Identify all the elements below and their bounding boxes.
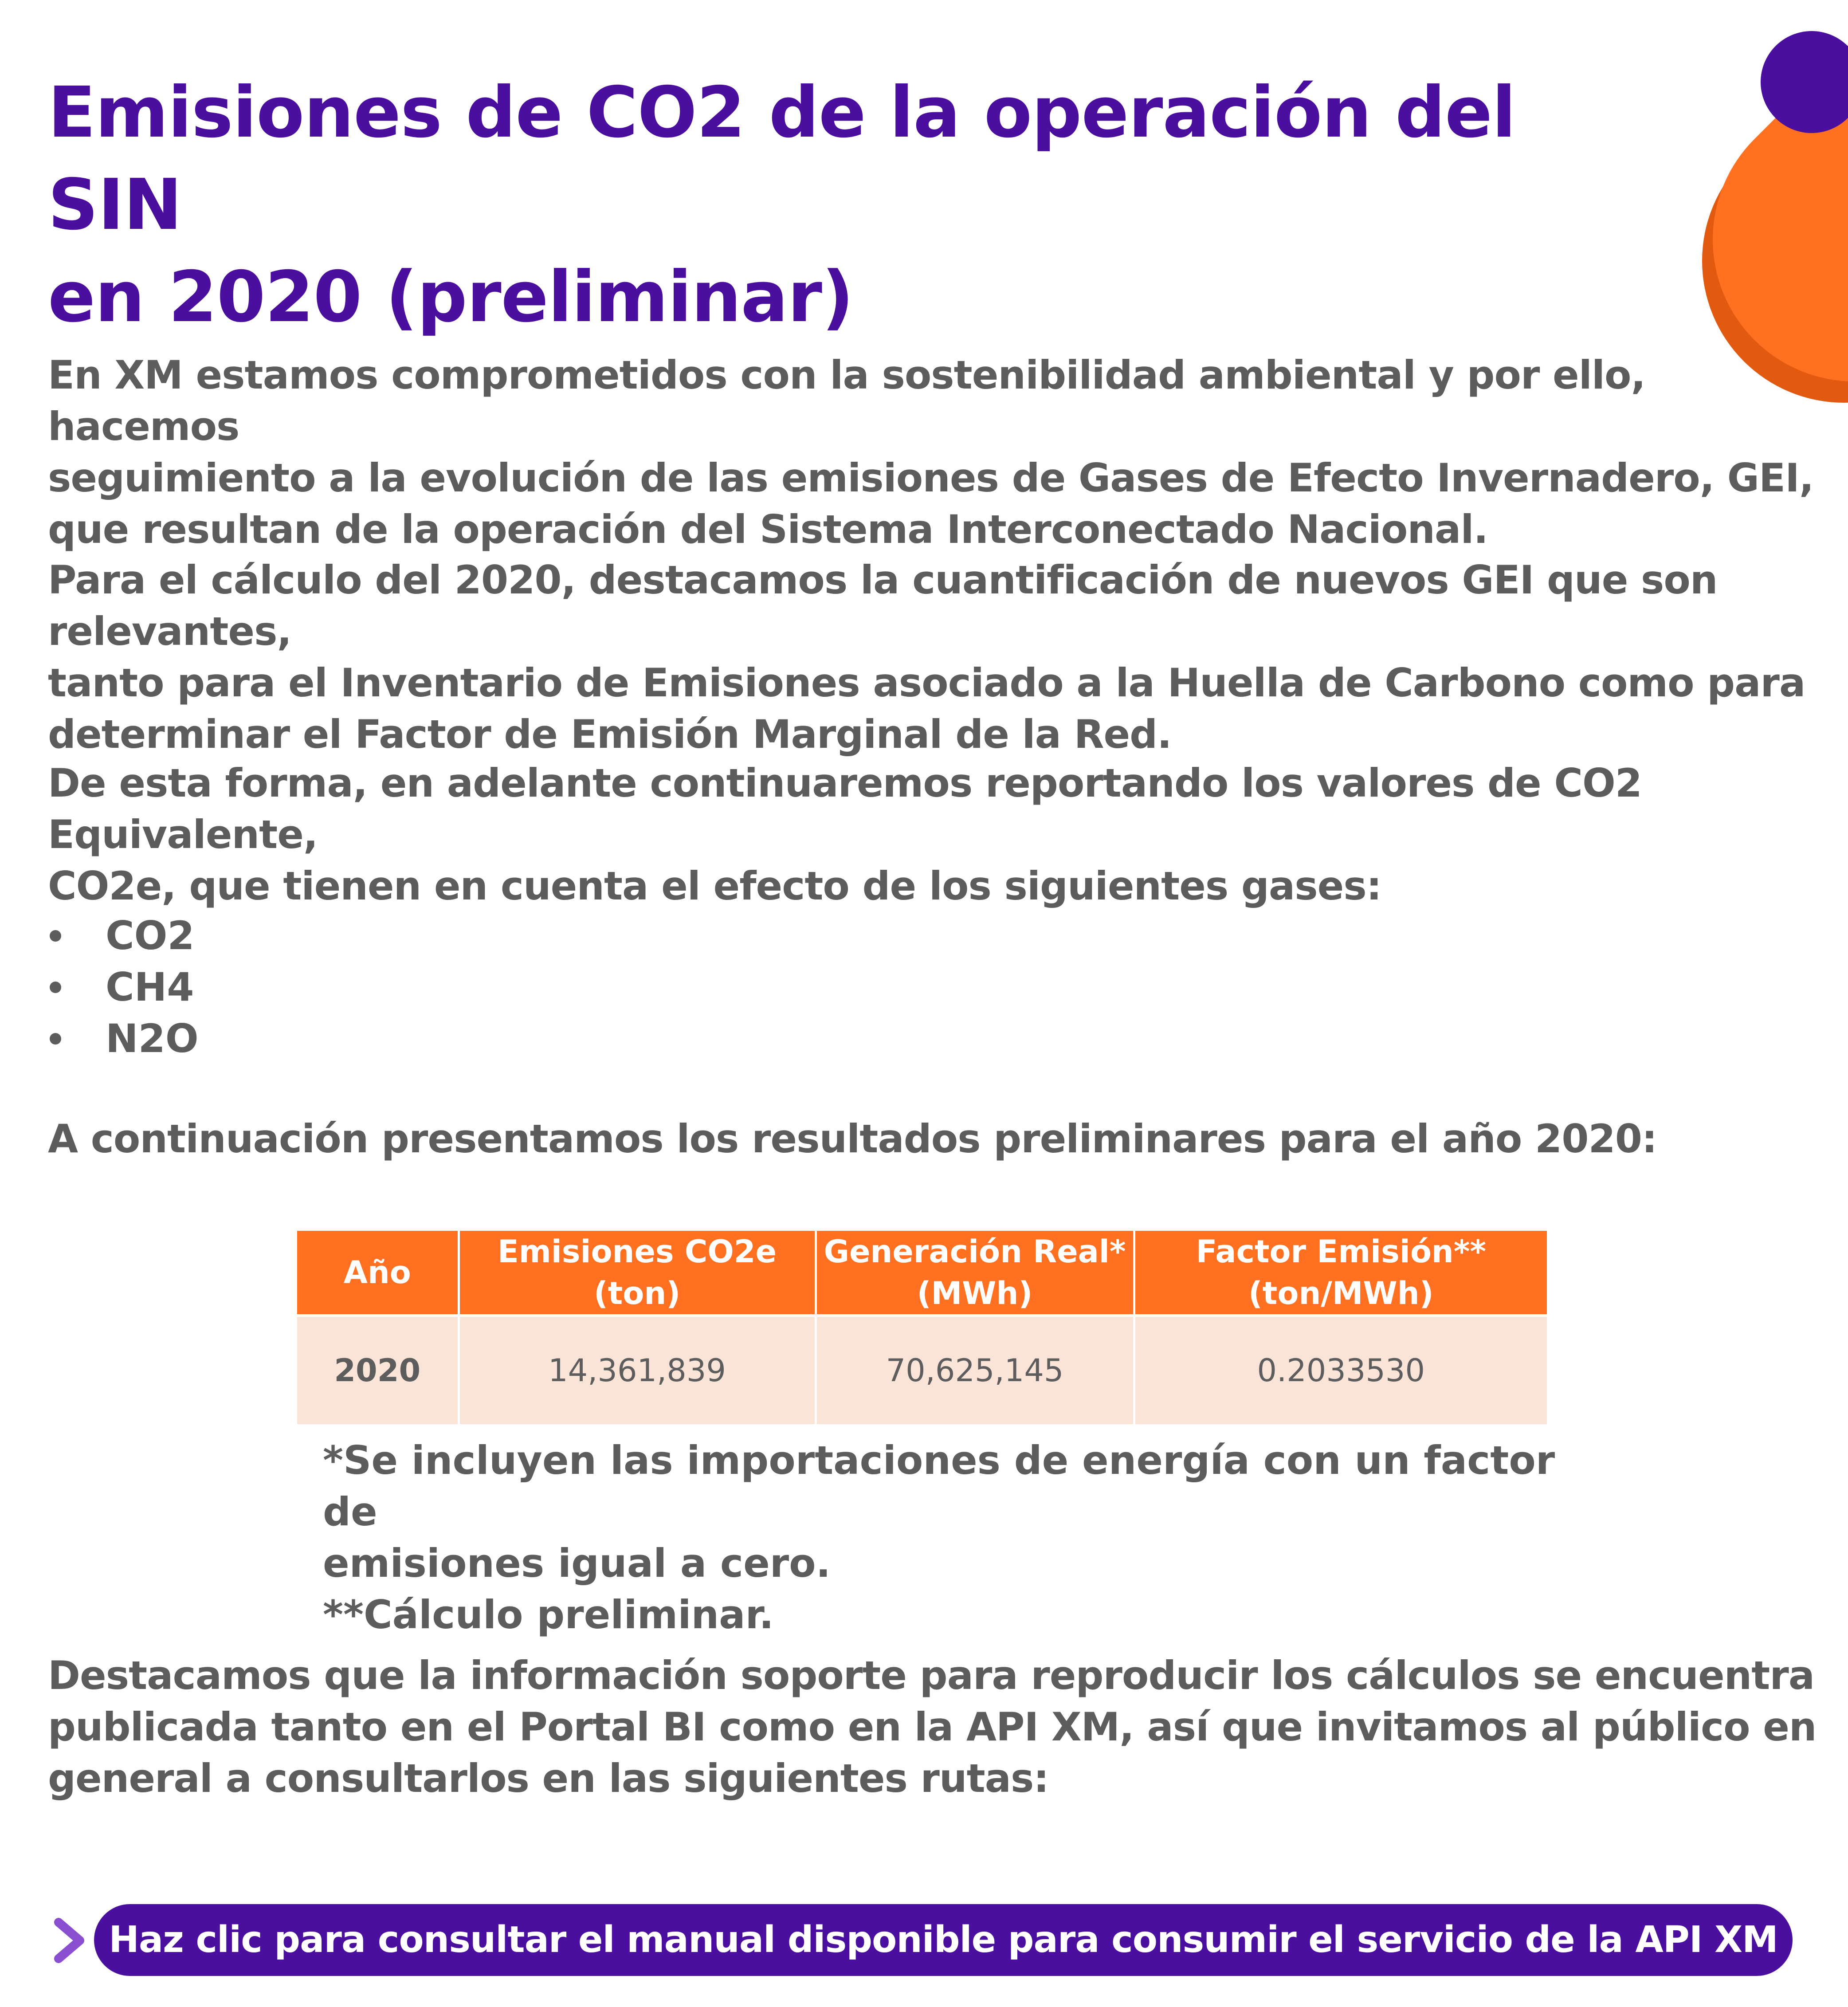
- paragraph-line: que resultan de la operación del Sistema Interconectado Nacional.: [48, 507, 1488, 552]
- paragraph-line: CO2e, que tienen en cuenta el efecto de los siguientes gases:: [48, 863, 1381, 909]
- gases-intro-paragraph: [48, 758, 1822, 912]
- paragraph-line: Destacamos que la información soporte para reproducir los cálculos se encuentra: [48, 1653, 1815, 1698]
- title-line-1: Emisiones de CO2 de la operación del SIN: [48, 72, 1516, 246]
- results-intro-paragraph: A continuación presentamos los resultados preliminares para el año 2020:: [48, 1116, 1657, 1162]
- header-label: Factor Emisión**: [1196, 1233, 1486, 1270]
- list-item: [48, 1013, 199, 1064]
- emissions-table: [297, 1231, 1547, 1424]
- paragraph-line: general a consultarlos en las siguientes rutas:: [48, 1756, 1049, 1801]
- cell-emission-factor: 0.2033530: [1134, 1316, 1547, 1424]
- chevron-right-icon: [52, 1916, 88, 1965]
- cell-year: 2020: [297, 1316, 459, 1424]
- cell-generation: 70,625,145: [816, 1316, 1134, 1424]
- calculation-paragraph: [48, 554, 1822, 760]
- paragraph-line: determinar el Factor de Emisión Marginal de la Red.: [48, 711, 1172, 757]
- api-manual-link-button[interactable]: Haz clic para consultar el manual disponible para consumir el servicio de la API XM: [94, 1904, 1793, 1976]
- bullet-icon: [50, 930, 61, 942]
- header-label: Generación Real*: [824, 1233, 1126, 1270]
- list-item: [48, 962, 199, 1013]
- paragraph-line: tanto para el Inventario de Emisiones asociado a la Huella de Carbono como para: [48, 660, 1805, 706]
- footnote-line: emisiones igual a cero.: [323, 1540, 831, 1586]
- decorative-purple-circle: [1761, 31, 1848, 133]
- paragraph-line: seguimiento a la evolución de las emisiones de Gases de Efecto Invernadero, GEI,: [48, 455, 1814, 501]
- header-label: Emisiones CO2e: [498, 1233, 777, 1270]
- bullet-icon: [50, 982, 61, 993]
- header-unit: (ton): [593, 1275, 681, 1312]
- footnote-line: *Se incluyen las importaciones de energía con un factor de: [323, 1437, 1555, 1535]
- cell-emissions: 14,361,839: [459, 1316, 816, 1424]
- header-unit: (MWh): [917, 1275, 1033, 1312]
- gas-list: [48, 910, 199, 1064]
- header-emissions: [459, 1231, 816, 1316]
- gas-label: CH4: [106, 964, 194, 1010]
- table-row: [297, 1316, 1547, 1424]
- page-title: [48, 67, 1600, 343]
- table-footnotes: [323, 1435, 1609, 1641]
- resources-paragraph: [48, 1650, 1822, 1804]
- bullet-icon: [50, 1033, 61, 1045]
- paragraph-line: Para el cálculo del 2020, destacamos la cuantificación de nuevos GEI que son relevantes,: [48, 557, 1718, 654]
- footnote-line: **Cálculo preliminar.: [323, 1592, 774, 1638]
- gas-label: CO2: [106, 913, 195, 958]
- header-emission-factor: [1134, 1231, 1547, 1316]
- paragraph-line: En XM estamos comprometidos con la sostenibilidad ambiental y por ello, hacemos: [48, 352, 1645, 449]
- title-line-2: en 2020 (preliminar): [48, 256, 854, 338]
- intro-paragraph: [48, 350, 1822, 555]
- header-unit: (ton/MWh): [1248, 1275, 1434, 1312]
- gas-label: N2O: [106, 1016, 199, 1061]
- paragraph-line: publicada tanto en el Portal BI como en la API XM, así que invitamos al público en: [48, 1704, 1817, 1750]
- table-header-row: [297, 1231, 1547, 1316]
- header-generation: [816, 1231, 1134, 1316]
- header-label: Año: [343, 1254, 411, 1291]
- header-year: [297, 1231, 459, 1316]
- paragraph-line: De esta forma, en adelante continuaremos reportando los valores de CO2 Equivalente,: [48, 760, 1642, 857]
- list-item: [48, 910, 199, 962]
